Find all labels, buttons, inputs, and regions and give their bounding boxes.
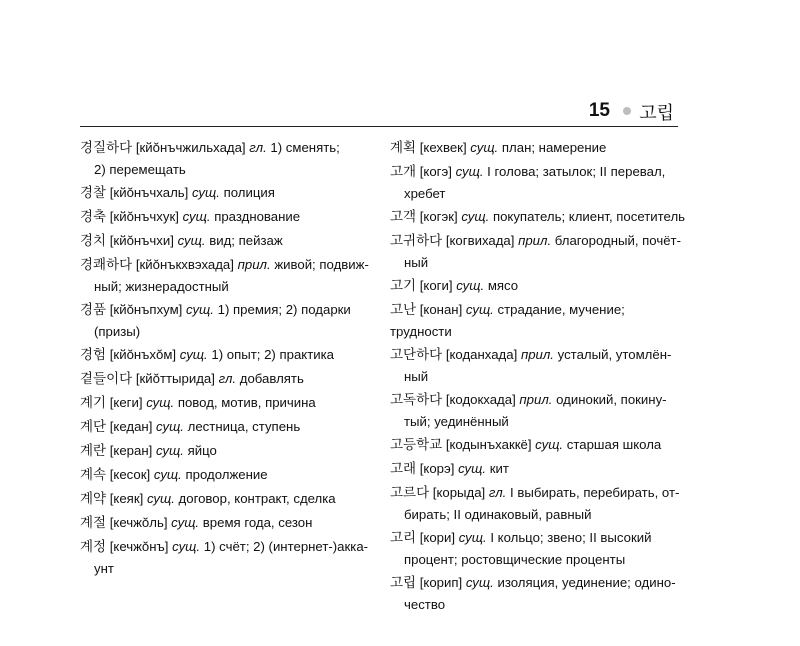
entry-headword: 계기 [80, 395, 107, 411]
entry-transcription: [корип] [419, 575, 463, 590]
entry-definition: повод, мотив, причина [177, 395, 316, 410]
entry-definition: 1) счёт; 2) (интернет-)акка- [203, 539, 369, 554]
entry-transcription: [керан] [109, 443, 153, 458]
dictionary-entry [80, 254, 370, 297]
entry-headword: 계란 [80, 443, 107, 459]
entry-definition: старшая школа [566, 437, 662, 452]
dictionary-entry [80, 182, 370, 204]
entry-part-of-speech: прил. [520, 347, 554, 362]
entry-definition: I выбирать, перебирать, от- [510, 485, 680, 500]
entry-part-of-speech: прил. [519, 392, 553, 407]
entry-transcription: [коданхада] [445, 347, 518, 362]
entry-definition: план; намерение [501, 140, 607, 155]
entry-headword: 경질하다 [80, 140, 133, 156]
entry-transcription: [кодынъхаккё] [445, 437, 532, 452]
entry-headword: 고단하다 [390, 347, 443, 363]
entry-definition: живой; подвиж- [274, 257, 369, 272]
entry-transcription: [кйŏнъчхук] [109, 209, 179, 224]
entry-transcription: [кйŏнъкхвэхада] [135, 257, 234, 272]
entry-definition: I кольцо; звено; II высокий [490, 530, 652, 545]
entry-transcription: [кодокхада] [445, 392, 516, 407]
entry-part-of-speech: сущ. [155, 443, 184, 458]
dictionary-entry [80, 392, 370, 414]
entry-continuation: ный [404, 369, 429, 384]
entry-transcription: [корыда] [432, 485, 486, 500]
entry-continuation: чество [404, 597, 446, 612]
dictionary-entry [390, 458, 690, 480]
entry-definition: 1) премия; 2) подарки [217, 302, 351, 317]
entry-headword: 고등학교 [390, 437, 443, 453]
entry-part-of-speech: сущ. [465, 302, 494, 317]
entry-definition: 1) опыт; 2) практика [211, 347, 335, 362]
entry-headword: 계약 [80, 491, 107, 507]
entry-part-of-speech: гл. [249, 140, 267, 155]
dictionary-entry [80, 488, 370, 510]
entry-part-of-speech: сущ. [535, 437, 564, 452]
dictionary-entry [80, 137, 370, 180]
entry-definition: празднование [214, 209, 301, 224]
entry-part-of-speech: сущ. [461, 209, 490, 224]
entry-transcription: [кесок] [109, 467, 151, 482]
entry-definition: договор, контракт, сделка [178, 491, 336, 506]
entry-definition: усталый, утомлён- [557, 347, 672, 362]
entry-headword: 경치 [80, 233, 107, 249]
entry-transcription: [когэ] [419, 164, 452, 179]
entry-transcription: [кедан] [109, 419, 153, 434]
entry-transcription: [когвихада] [445, 233, 515, 248]
page-header [80, 96, 678, 127]
entry-transcription: [кйŏнъпхум] [109, 302, 183, 317]
entry-part-of-speech: гл. [488, 485, 507, 500]
entry-transcription: [коги] [419, 278, 453, 293]
entry-continuation: унт [94, 561, 114, 576]
entry-definition: изоляция, уединение; одино- [497, 575, 676, 590]
entry-transcription: [кечжŏль] [109, 515, 168, 530]
entry-part-of-speech: сущ. [458, 530, 487, 545]
entry-headword: 고기 [390, 278, 417, 294]
entry-transcription: [когэк] [419, 209, 458, 224]
entry-headword: 경찰 [80, 185, 107, 201]
entry-definition: страдание, мучение; трудности [390, 302, 625, 339]
entry-transcription: [кехвек] [419, 140, 467, 155]
entry-part-of-speech: сущ. [191, 185, 220, 200]
entry-part-of-speech: сущ. [182, 209, 211, 224]
entry-part-of-speech: сущ. [177, 233, 206, 248]
entry-transcription: [кйŏнъчхи] [109, 233, 174, 248]
entry-headword: 고귀하다 [390, 233, 443, 249]
dictionary-entry [80, 230, 370, 252]
entry-headword: 계획 [390, 140, 417, 156]
entry-part-of-speech: сущ. [171, 515, 200, 530]
entry-transcription: [кйŏнъхŏм] [109, 347, 177, 362]
entry-headword: 고래 [390, 461, 417, 477]
entry-definition: кит [489, 461, 509, 476]
dictionary-entry [390, 527, 690, 570]
entry-part-of-speech: гл. [218, 371, 237, 386]
entry-part-of-speech: сущ. [186, 302, 214, 317]
entry-headword: 계속 [80, 467, 107, 483]
entry-part-of-speech: сущ. [470, 140, 499, 155]
dictionary-entry [390, 434, 690, 456]
entry-transcription: [кйŏттырида] [135, 371, 215, 386]
entry-headword: 경험 [80, 347, 107, 363]
entry-definition: одинокий, покину- [556, 392, 667, 407]
dictionary-entry [80, 464, 370, 486]
dictionary-entry [80, 416, 370, 438]
guide-word: 고립 [639, 103, 674, 124]
right-column [390, 137, 690, 617]
dictionary-entry [390, 572, 690, 615]
entry-part-of-speech: сущ. [456, 278, 485, 293]
entry-headword: 고난 [390, 302, 417, 318]
entry-continuation: бирать; II одинаковый, равный [404, 507, 592, 522]
entry-transcription: [кйŏнъчжильхада] [135, 140, 246, 155]
entry-definition: 1) сменять; [270, 140, 340, 155]
dictionary-entry [390, 275, 690, 297]
separator-dot-icon [623, 107, 631, 115]
entry-part-of-speech: сущ. [153, 467, 182, 482]
entry-transcription: [корэ] [419, 461, 455, 476]
entry-definition: время года, сезон [202, 515, 313, 530]
entry-definition: вид; пейзаж [209, 233, 283, 248]
entry-definition: добавлять [239, 371, 304, 386]
entry-continuation: (призы) [94, 324, 141, 339]
entry-definition: яйцо [187, 443, 217, 458]
entry-part-of-speech: сущ. [146, 491, 175, 506]
entry-definition: благородный, почёт- [554, 233, 681, 248]
entry-transcription: [кори] [419, 530, 456, 545]
entry-part-of-speech: сущ. [465, 575, 494, 590]
entry-headword: 고리 [390, 530, 417, 546]
dictionary-entry [80, 536, 370, 579]
dictionary-entry [390, 206, 690, 228]
dictionary-entry [390, 482, 690, 525]
entry-headword: 계정 [80, 539, 107, 555]
entry-transcription: [кеяк] [109, 491, 144, 506]
entry-transcription: [кечжŏнъ] [109, 539, 169, 554]
entry-part-of-speech: сущ. [455, 164, 484, 179]
entry-continuation: ный; жизнерадостный [94, 279, 229, 294]
dictionary-entry [390, 299, 690, 342]
entry-part-of-speech: прил. [518, 233, 552, 248]
entry-part-of-speech: сущ. [146, 395, 175, 410]
entry-headword: 고객 [390, 209, 417, 225]
entry-headword: 고독하다 [390, 392, 443, 408]
dictionary-entry [80, 299, 370, 342]
entry-headword: 고개 [390, 164, 417, 180]
entry-definition: полиция [223, 185, 275, 200]
entry-headword: 경품 [80, 302, 107, 318]
entry-part-of-speech: сущ. [156, 419, 184, 434]
entry-transcription: [кйŏнъчхаль] [109, 185, 189, 200]
dictionary-entry [390, 389, 690, 432]
dictionary-entry [390, 344, 690, 387]
entry-transcription: [кеги] [109, 395, 143, 410]
entry-headword: 계절 [80, 515, 107, 531]
entry-part-of-speech: прил. [237, 257, 271, 272]
dictionary-entry [390, 137, 690, 159]
entry-headword: 고립 [390, 575, 417, 591]
dictionary-entry [390, 161, 690, 204]
entry-definition: мясо [487, 278, 519, 293]
entry-definition: I голова; затылок; II перевал, [487, 164, 666, 179]
entry-headword: 경쾌하다 [80, 257, 133, 273]
entry-definition: покупатель; клиент, посетитель [492, 209, 686, 224]
entry-continuation: 2) перемещать [94, 162, 186, 177]
entry-part-of-speech: сущ. [458, 461, 487, 476]
dictionary-entry [80, 206, 370, 228]
entry-continuation: хребет [404, 186, 446, 201]
page-number: 15 [588, 100, 610, 121]
entry-part-of-speech: сущ. [172, 539, 201, 554]
dictionary-entry [80, 512, 370, 534]
dictionary-entry [390, 230, 690, 273]
dictionary-entry [80, 368, 370, 390]
entry-definition: продолжение [185, 467, 268, 482]
entry-headword: 고르다 [390, 485, 430, 501]
dictionary-entry [80, 440, 370, 462]
entry-transcription: [конан] [419, 302, 463, 317]
left-column [80, 137, 370, 581]
entry-headword: 경축 [80, 209, 107, 225]
entry-part-of-speech: сущ. [179, 347, 208, 362]
dictionary-entry [80, 344, 370, 366]
entry-definition: лестница, ступень [187, 419, 301, 434]
entry-headword: 곁들이다 [80, 371, 133, 387]
entry-headword: 계단 [80, 419, 107, 435]
entry-continuation: ный [404, 255, 429, 270]
entry-continuation: тый; уединённый [404, 414, 509, 429]
entry-continuation: процент; ростовщические проценты [404, 552, 626, 567]
